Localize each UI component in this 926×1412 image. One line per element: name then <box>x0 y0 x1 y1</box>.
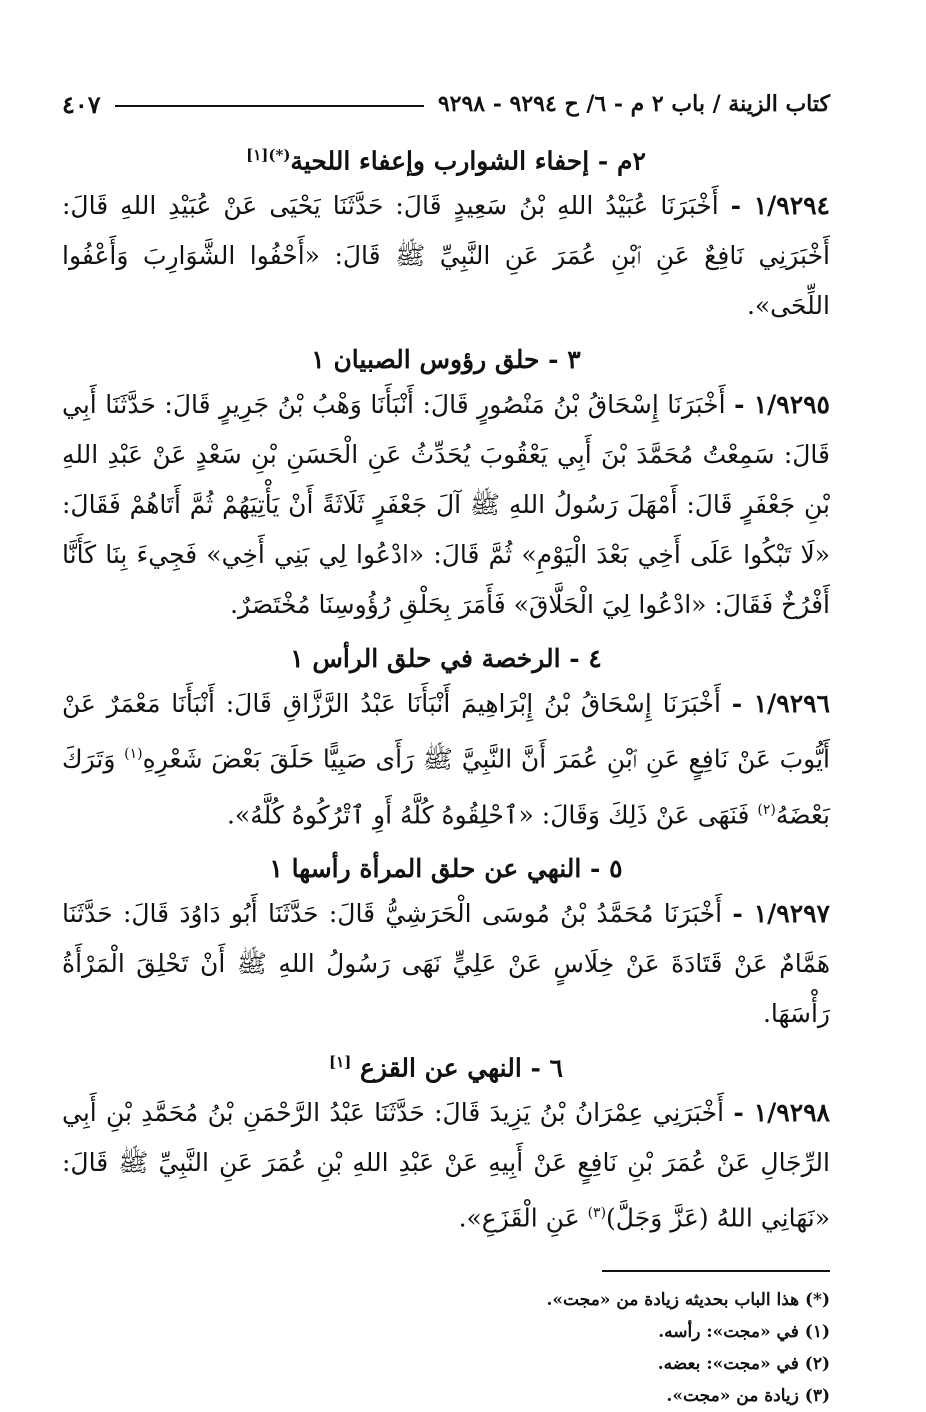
hadith-number: ١/٩٢٩٧ - <box>732 898 830 928</box>
hadith-text: أَخْبَرَنَا إِسْحَاقُ بْنُ مَنْصُورٍ قَالَ: أَنْبَأَنَا وَهْبُ بْنُ جَرِيرٍ قَالَ: حَدَّثَنَا أَبِي قَالَ: سَمِعْتُ مُحَمَّدَ بْنَ أَبِي يَعْقُوبَ يُحَدِّثُ عَنِ الْحَسَنِ بْنِ سَعْدٍ عَنْ عَبْدِ اللهِ بْنِ جَعْفَرٍ قَالَ: أَمْهَلَ رَسُولُ اللهِ ﷺ آلَ جَعْفَرٍ ثَلَاثَةً أَنْ يَأْتِيَهُمْ ثُمَّ أَتَاهُمْ فَقَالَ: «لَا تَبْكُوا عَلَى أَخِي بَعْدَ الْيَوْمِ» ثُمَّ قَالَ: «ادْعُوا لِي بَنِي أَخِي» فَجِيءَ بِنَا كَأَنَّا أَفْرُخٌ فَقَالَ: «ادْعُوا لِيَ الْحَلَّاقَ» فَأَمَرَ بِحَلْقِ رُؤُوسِنَا مُخْتَصَرٌ. <box>62 390 830 620</box>
hadith-text: أَخْبَرَنَا عُبَيْدُ اللهِ بْنُ سَعِيدٍ قَالَ: حَدَّثَنَا يَحْيَى عَنْ عُبَيْدِ اللهِ قَالَ: أَخْبَرَنِي نَافِعٌ عَنِ ٱبْنِ عُمَرَ عَنِ النَّبِيِّ ﷺ قَالَ: «أَحْفُوا الشَّوَارِبَ وَأَعْفُوا اللِّحَى». <box>62 191 830 321</box>
hadith-paragraph <box>62 380 830 630</box>
hadith-text: أَخْبَرَنَا مُحَمَّدُ بْنُ مُوسَى الْحَرَشِيُّ قَالَ: حَدَّثَنَا أَبُو دَاوُدَ قَالَ: حَدَّثَنَا هَمَّامٌ عَنْ قَتَادَةَ عَنْ خِلَاسٍ عَنْ عَلِيٍّ نَهَى رَسُولُ اللهِ ﷺ أَنْ تَحْلِقَ الْمَرْأَةُ رَأْسَهَا. <box>62 898 830 1028</box>
hadith-paragraph <box>62 679 830 840</box>
hadith-text: وَتَرَكَ بَعْضَهُ <box>62 744 830 829</box>
header-rule <box>115 105 424 107</box>
title-marks: [١] <box>329 1052 352 1071</box>
section-title: ٦ - النهي عن القزع [١] <box>329 1052 563 1083</box>
page-number: ٤٠٧ <box>62 89 101 119</box>
hadith-text: عَنِ الْقَزَعِ». <box>458 1203 580 1233</box>
hadith-paragraph <box>62 1088 830 1243</box>
running-title: كتاب الزينة / باب ٢ م - ٦/ ح ٩٢٩٤ - ٩٢٩٨ <box>437 91 830 117</box>
hadith-number: ١/٩٢٩٨ - <box>733 1098 830 1128</box>
section-title: ٥ - النهي عن حلق المرأة رأسها ١ <box>269 853 623 883</box>
footnote: (١) في «مجت»: رأسه. <box>658 1321 830 1342</box>
section-title: ٢م - إحفاء الشوارب وإعفاء اللحية$^{(*)[١]}$ <box>246 146 646 176</box>
footnote: (٢) في «مجت»: بعضه. <box>657 1353 830 1374</box>
footnote-ref: (٣) <box>587 1205 607 1222</box>
hadith-text: أَخْبَرَنَا إِسْحَاقُ بْنُ إِبْرَاهِيمَ أَنْبَأَنَا عَبْدُ الرَّزَّاقِ قَالَ: أَنْبَأَنَا مَعْمَرٌ عَنْ أَيُّوبَ عَنْ نَافِعٍ عَنِ ٱبْنِ عُمَرَ أَنَّ النَّبِيَّ ﷺ رَأَى صَبِيًّا حَلَقَ بَعْضَ شَعْرِهِ <box>62 689 830 774</box>
hadith-number: ١/٩٢٩٤ - <box>730 191 830 221</box>
hadith-number: ١/٩٢٩٦ - <box>731 689 830 719</box>
running-header <box>62 84 830 124</box>
footnote-rule <box>602 1270 830 1272</box>
footnote-ref: (١) <box>124 746 143 763</box>
footnote: (٣) زيادة من «مجت». <box>666 1385 830 1406</box>
section-title: ٤ - الرخصة في حلق الرأس ١ <box>290 644 602 674</box>
section-title: ٣ - حلق رؤوس الصبيان ١ <box>311 345 581 375</box>
hadith-paragraph <box>62 889 830 1039</box>
hadith-text: أَخْبَرَنِي عِمْرَانُ بْنُ يَزِيدَ قَالَ: حَدَّثَنَا عَبْدُ الرَّحْمَنِ بْنُ مُحَمَّدِ بْنِ أَبِي الرِّجَالِ عَنْ عُمَرَ بْنِ نَافِعٍ عَنْ أَبِيهِ عَنْ عَبْدِ اللهِ بْنِ عُمَرَ عَنِ النَّبِيِّ ﷺ قَالَ: «نَهَانِي اللهُ (عَزَّ وَجَلَّ) <box>62 1098 830 1233</box>
footnote: (*) هذا الباب بحديثه زيادة من «مجت». <box>546 1289 830 1310</box>
hadith-paragraph <box>62 181 830 331</box>
footnote-ref: (٢) <box>757 801 776 818</box>
hadith-text: فَنَهَى عَنْ ذَلِكَ وَقَالَ: «ٱحْلِقُوهُ كُلَّهُ أَوِ ٱتْرُكُوهُ كُلَّهُ». <box>226 799 750 829</box>
hadith-number: ١/٩٢٩٥ - <box>734 390 830 420</box>
title-marks: (*)[١] <box>246 146 291 164</box>
